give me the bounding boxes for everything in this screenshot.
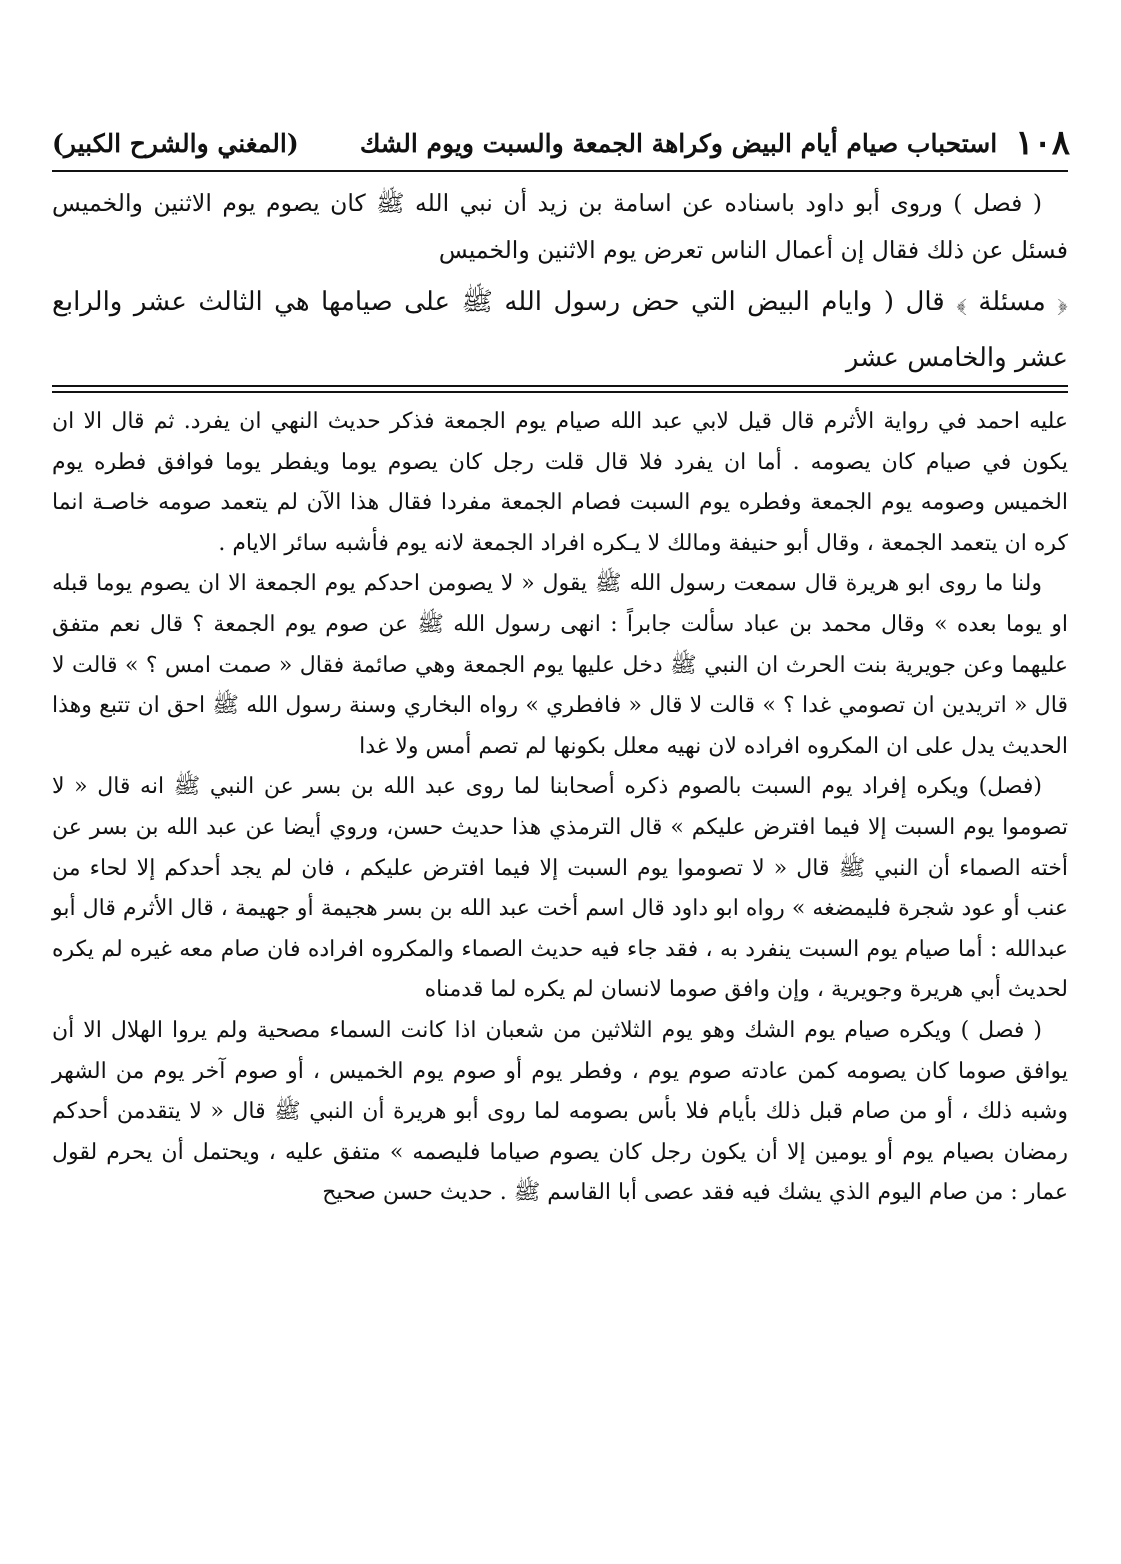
running-title: استحباب صيام أيام البيض وكراهة الجمعة والسبت ويوم الشك [359, 128, 998, 158]
commentary-paragraph: (فصل) ويكره إفراد يوم السبت بالصوم ذكره أصحابنا لما روى عبد الله بن بسر عن النبي ﷺ انه قال « لا تصوموا يوم السبت إلا فيما افترض عليكم » قال الترمذي هذا حديث حسن، وروي أيضا عن عبد الله بن بسر عن أخته الصماء أن النبي ﷺ قال « لا تصوموا يوم السبت إلا فيما افترض عليكم ، فان لم يجد أحدكم إلا لحاء من عنب أو عود شجرة فليمضغه » رواه ابو داود قال اسم أخت عبد الله بن بسر هجيمة أو جهيمة ، قال الأثرم قال أبو عبدالله : أما صيام يوم السبت ينفرد به ، فقد جاء فيه حديث الصماء والمكروه افراده فان صام معه غيره لم يكره لحديث أبي هريرة وجويرية ، وإن وافق صوما لانسان لم يكره لما قدمناه [52, 774, 1068, 1003]
commentary-paragraph: عليه احمد في رواية الأثرم قال قيل لابي عبد الله صيام يوم الجمعة فذكر حديث النهي ان يفرد. ثم قال الا ان يكون في صيام كان يصومه . أما ان يفرد فلا قال قلت رجل كان يصوم يوما ويفطر يوما فوافق فطره يوم الخميس وصومه يوم الجمعة وفطره يوم السبت فصام الجمعة مفردا فقال هذا الآن لم يتعمد صومه خاصـة انما كره ان يتعمد الجمعة ، وقال أبو حنيفة ومالك لا يـكره افراد الجمعة لانه يوم فأشبه سائر الايام . [52, 409, 1068, 556]
commentary-paragraph: ( فصل ) ويكره صيام يوم الشك وهو يوم الثلاثين من شعبان اذا كانت السماء مصحية ولم يروا الهلال الا أن يوافق صوما كان يصومه كمن عادته صوم يوم ، وفطر يوم أو صوم يوم الخميس ، أو صوم آخر يوم من الشهر وشبه ذلك ، أو من صام قبل ذلك بأيام فلا بأس بصومه لما روى أبو هريرة أن النبي ﷺ قال « لا يتقدمن أحدكم رمضان بصيام يوم أو يومين إلا أن يكون رجل كان يصوم صياما فليصمه » متفق عليه ، ويحتمل أن يحرم لقول عمار : من صام اليوم الذي يشك فيه فقد عصى أبا القاسم ﷺ . حديث حسن صحيح [52, 1017, 1068, 1206]
page-number: ١٠٨ [1015, 123, 1070, 163]
header-divider [52, 170, 1068, 172]
book-title: (المغني والشرح الكبير) [52, 128, 299, 158]
matn-fasl-paragraph: ( فصل ) وروى أبو داود باسناده عن اسامة بن زيد أن نبي الله ﷺ كان يصوم يوم الاثنين والخميس فسئل عن ذلك فقال إن أعمال الناس تعرض يوم الاثنين والخميس [52, 189, 1068, 264]
matn-masala-paragraph: ﴿ مسئلة ﴾ قال ( وايام البيض التي حض رسول الله ﷺ على صيامها هي الثالث عشر والرابع عشر والخامس عشر [52, 287, 1068, 373]
commentary-divider [52, 385, 1068, 393]
commentary-section [52, 402, 1068, 1214]
main-text-section [52, 180, 1068, 386]
commentary-paragraph: ولنا ما روى ابو هريرة قال سمعت رسول الله ﷺ يقول « لا يصومن احدكم يوم الجمعة الا ان يصوم يوما قبله او يوما بعده » وقال محمد بن عباد سألت جابراً : انهى رسول الله ﷺ عن صوم يوم الجمعة ؟ قال نعم متفق عليهما وعن جويرية بنت الحرث ان النبي ﷺ دخل عليها يوم الجمعة وهي صائمة فقال « صمت امس ؟ » قالت لا قال « اتريدين ان تصومي غدا ؟ » قالت لا قال « فافطري » رواه البخاري وسنة رسول الله ﷺ احق ان تتبع وهذا الحديث يدل على ان المكروه افراده لان نهيه معلل بكونها لم تصم أمس ولا غدا [52, 571, 1068, 759]
page-header [52, 118, 1070, 168]
